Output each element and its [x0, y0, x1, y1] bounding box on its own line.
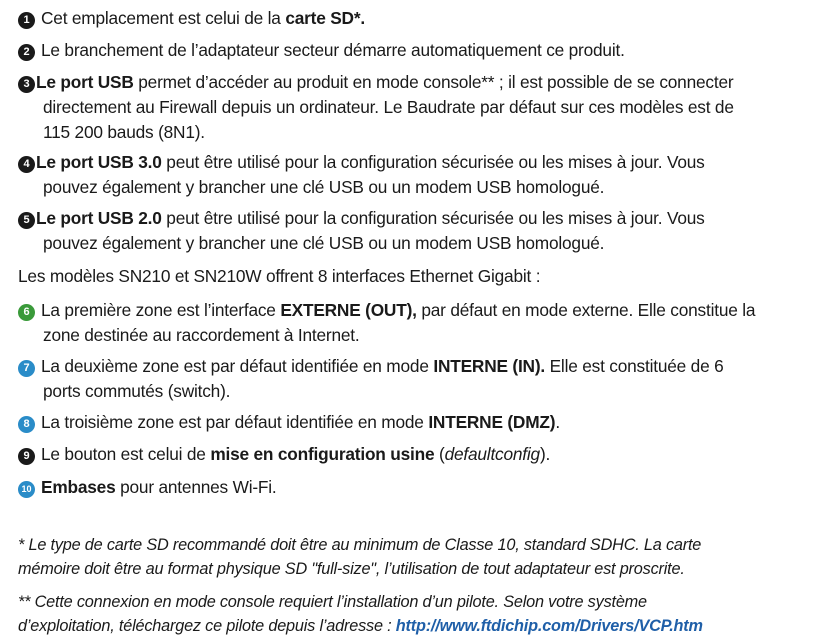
number-badge-9: 9 [18, 448, 35, 465]
driver-download-link[interactable]: http://www.ftdichip.com/Drivers/VCP.htm [395, 617, 703, 635]
zone-item-6: 6 La première zone est l’interface EXTERNE (OUT), par défaut en mode externe. Elle constitue la zone destinée au raccordement à Internet. [18, 298, 813, 348]
number-badge-6: 6 [18, 304, 35, 321]
footnote-sd-card: * Le type de carte SD recommandé doit être au minimum de Classe 10, standard SDHC. La carte mémoire doit être au format physique SD "full-size", l’utilisation de tout adaptateur est proscrite. [18, 536, 702, 578]
zone-item-8: 8 La troisième zone est par défaut identifiée en mode INTERNE (DMZ). [18, 410, 813, 435]
footnote-console: ** Cette connexion en mode console requiert l’installation d’un pilote. Selon votre système d’exploitation, téléchargez ce pilote depuis l’adresse : http://www.ftdichip.com/Drivers/VCP.htm [18, 593, 703, 635]
list-item-1: 1 Cet emplacement est celui de la carte SD*. [18, 6, 813, 31]
zone-item-7: 7 La deuxième zone est par défaut identifiée en mode INTERNE (IN). Elle est constituée de 6 ports commutés (switch). [18, 354, 813, 404]
list-item-4: 4 Le port USB 3.0 peut être utilisé pour la configuration sécurisée ou les mises à jour. Vous pouvez également y brancher une clé USB ou un modem USB homologué. [18, 150, 813, 200]
number-badge-1: 1 [18, 12, 35, 29]
list-item-2: 2 Le branchement de l’adaptateur secteur démarre automatiquement ce produit. [18, 38, 813, 63]
list-item-3: 3 Le port USB permet d’accéder au produit en mode console** ; il est possible de se connecter directement au Firewall depuis un ordinateur. Le Baudrate par défaut sur ces modèles est de 115 200 bauds (8N1). [18, 70, 813, 145]
number-badge-2: 2 [18, 44, 35, 61]
zone-item-10: 10 Embases pour antennes Wi-Fi. [18, 475, 813, 500]
number-badge-8: 8 [18, 416, 35, 433]
number-badge-4: 4 [18, 156, 35, 173]
ethernet-intro: Les modèles SN210 et SN210W offrent 8 interfaces Ethernet Gigabit : [18, 266, 541, 286]
list-item-5: 5 Le port USB 2.0 peut être utilisé pour la configuration sécurisée ou les mises à jour. Vous pouvez également y brancher une clé USB ou un modem USB homologué. [18, 206, 813, 256]
number-badge-3: 3 [18, 76, 35, 93]
number-badge-7: 7 [18, 360, 35, 377]
number-badge-10: 10 [18, 481, 35, 498]
number-badge-5: 5 [18, 212, 35, 229]
zone-item-9: 9 Le bouton est celui de mise en configuration usine (defaultconfig). [18, 442, 813, 467]
